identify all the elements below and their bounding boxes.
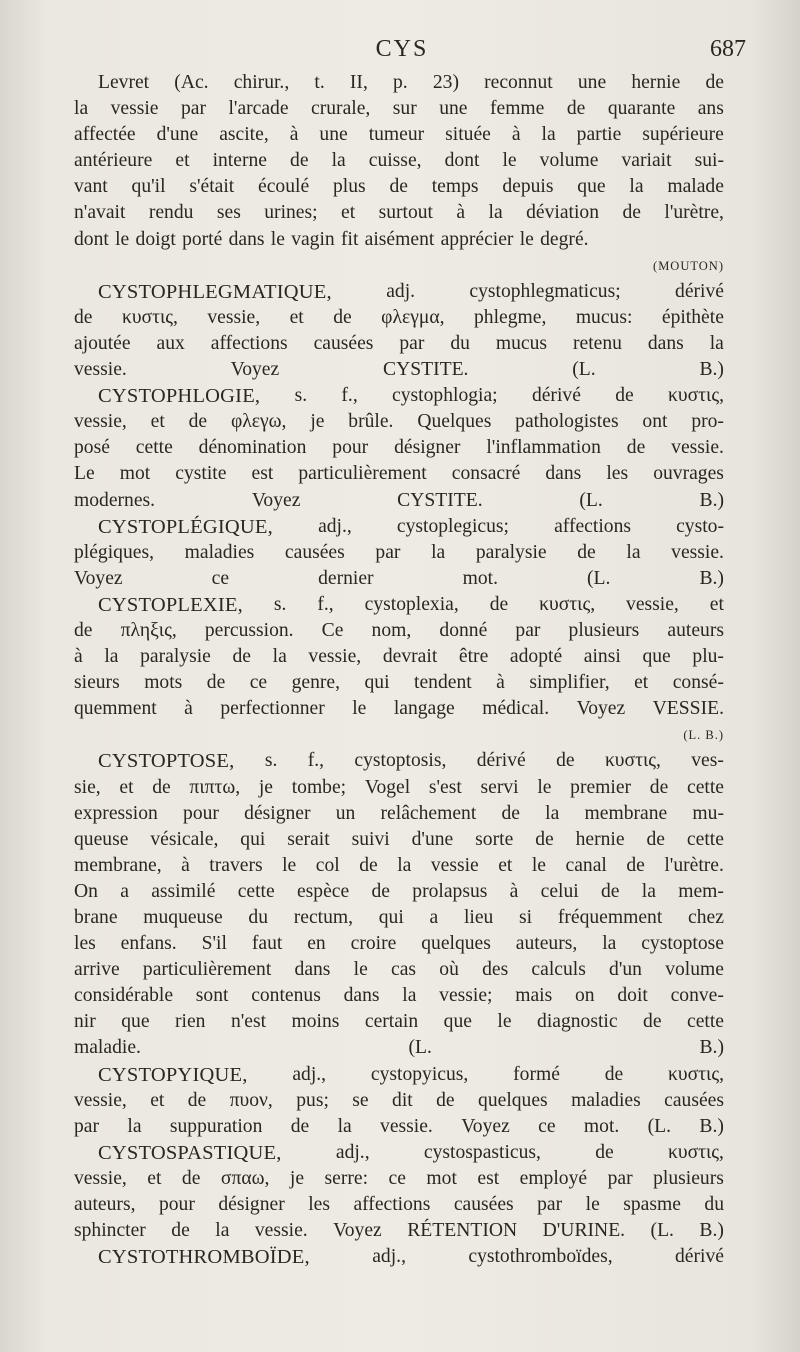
text-line: Le mot cystite est particulièrement consacré dans les ouvrages xyxy=(74,463,724,485)
text-line: quemment à perfectionner le langage médical. Voyez VESSIE. xyxy=(74,698,724,720)
text-line: expression pour désigner un relâchement de la membrane mu- xyxy=(74,802,724,824)
page-number: 687 xyxy=(710,36,746,62)
running-head: CYS xyxy=(375,36,429,62)
text-line: membrane, à travers le col de la vessie et le canal de l'urètre. xyxy=(74,854,724,876)
text-line: à la paralysie de la vessie, devrait être adopté ainsi que plu- xyxy=(74,646,724,668)
text-line: CYSTOPLEXIE, s. f., cystoplexia, de κυστις, vessie, et xyxy=(98,593,724,616)
text-line: vant qu'il s'était écoulé plus de temps depuis que la malade xyxy=(74,176,724,198)
text-line: posé cette dénomination pour désigner l'inflammation de vessie. xyxy=(74,437,724,459)
text-line: vessie. Voyez CYSTITE. (L. B.) xyxy=(74,359,724,381)
text-line: ajoutée aux affections causées par du mucus retenu dans la xyxy=(74,332,724,354)
text-line: nir que rien n'est moins certain que le diagnostic de cette xyxy=(74,1011,724,1033)
text-line: sieurs mots de ce genre, qui tendent à simplifier, et consé- xyxy=(74,672,724,694)
text-line: les enfans. S'il faut en croire quelques auteurs, la cystoptose xyxy=(74,933,724,955)
text-line: vessie, et de φλεγω, je brûle. Quelques pathologistes ont pro- xyxy=(74,411,724,433)
text-line: brane muqueuse du rectum, qui a lieu si fréquemment chez xyxy=(74,907,724,928)
text-line: affectée d'une ascite, à une tumeur située à la partie supérieure xyxy=(74,124,724,146)
text-line: CYSTOSPASTIQUE, adj., cystospasticus, de κυστις, xyxy=(98,1141,724,1164)
text-line: CYSTOPTOSE, s. f., cystoptosis, dérivé de κυστις, ves- xyxy=(98,750,724,773)
page-header xyxy=(72,36,746,70)
text-line: On a assimilé cette espèce de prolapsus à celui de la mem- xyxy=(74,880,724,902)
text-line: plégiques, maladies causées par la paralysie de la vessie. xyxy=(74,541,724,563)
text-line: sie, et de πιπτω, je tombe; Vogel s'est servi le premier de cette xyxy=(74,776,724,798)
text-line: queuse vésicale, qui serait suivi d'une sorte de hernie de cette xyxy=(74,828,724,850)
dictionary-text xyxy=(74,70,724,1270)
text-line: maladie. (L. B.) xyxy=(74,1037,724,1059)
text-line: vessie, et de πυον, pus; se dit de quelques maladies causées xyxy=(74,1089,724,1111)
text-line: considérable sont contenus dans la vessie; mais on doit conve- xyxy=(74,985,724,1007)
text-line: CYSTOPHLOGIE, s. f., cystophlogia; dérivé de κυστις, xyxy=(98,385,724,408)
text-line: par la suppuration de la vessie. Voyez ce mot. (L. B.) xyxy=(74,1115,724,1137)
text-line: sphincter de la vessie. Voyez RÉTENTION D'URINE. (L. B.) xyxy=(74,1220,724,1242)
text-line: n'avait rendu ses urines; et surtout à la déviation de l'urètre, xyxy=(74,202,724,224)
text-line: auteurs, pour désigner les affections causées par le spasme du xyxy=(74,1194,724,1216)
text-line: Voyez ce dernier mot. (L. B.) xyxy=(74,567,724,589)
text-line: CYSTOPLÉGIQUE, adj., cystoplegicus; affections cysto- xyxy=(98,515,724,538)
text-line: antérieure et interne de la cuisse, dont le volume variait sui- xyxy=(74,150,724,172)
text-line: Levret (Ac. chirur., t. II, p. 23) reconnut une hernie de xyxy=(98,72,724,93)
text-line: (MOUTON) xyxy=(653,258,724,273)
text-line: CYSTOPHLEGMATIQUE, adj. cystophlegmaticus; dérivé xyxy=(98,280,724,303)
text-line: de κυστις, vessie, et de φλεγμα, phlegme, mucus: épithète xyxy=(74,306,724,328)
text-line: la vessie par l'arcade crurale, sur une femme de quarante ans xyxy=(74,98,724,120)
text-line: CYSTOTHROMBOÏDE, adj., cystothromboïdes, dérivé xyxy=(98,1246,724,1269)
text-line: modernes. Voyez CYSTITE. (L. B.) xyxy=(74,489,724,511)
text-line: arrive particulièrement dans le cas où des calculs d'un volume xyxy=(74,959,724,981)
text-line: de πληξις, percussion. Ce nom, donné par plusieurs auteurs xyxy=(74,619,724,641)
text-line: (L. B.) xyxy=(683,728,724,743)
text-line: dont le doigt porté dans le vagin fit aisément apprécier le degré. xyxy=(74,228,589,250)
text-line: CYSTOPYIQUE, adj., cystopyicus, formé de κυστις, xyxy=(98,1063,724,1086)
text-line: vessie, et de σπαω, je serre: ce mot est employé par plusieurs xyxy=(74,1167,724,1189)
